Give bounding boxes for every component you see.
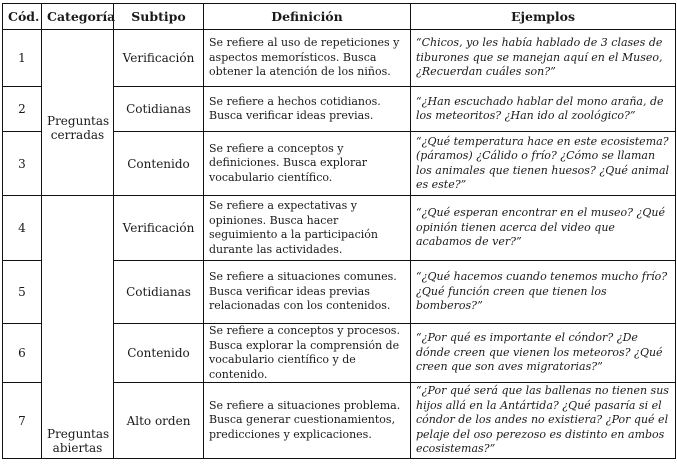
subtipo-cell: Verificación — [114, 30, 204, 87]
header-row — [3, 4, 676, 30]
table-row — [3, 30, 676, 87]
cod-cell: 5 — [3, 261, 42, 324]
definicion-cell: Se refiere al uso de repeticiones y aspectos memorísticos. Busca obtener la atención de los niños. — [204, 30, 411, 87]
cod-cell: 4 — [3, 196, 42, 261]
category-label: Preguntas — [47, 114, 110, 128]
subtipo-cell: Alto orden — [114, 383, 204, 459]
header-categoria: Categoría — [42, 4, 114, 30]
cod-cell: 1 — [3, 30, 42, 87]
definicion-cell: Se refiere a hechos cotidianos. Busca verificar ideas previas. — [204, 87, 411, 132]
cod-cell: 7 — [3, 383, 42, 459]
definicion-cell: Se refiere a conceptos y definiciones. Busca explorar vocabulario científico. — [204, 132, 411, 196]
definicion-cell: Se refiere a situaciones problema. Busca generar cuestionamientos, predicciones y explicaciones. — [204, 383, 411, 459]
header-cod: Cód. — [3, 4, 42, 30]
definicion-cell: Se refiere a expectativas y opiniones. Busca hacer seguimiento a la participación durante las actividades. — [204, 196, 411, 261]
question-types-table — [2, 3, 676, 459]
category-label: abiertas — [52, 441, 103, 455]
ejemplo-cell: “¿Qué hacemos cuando tenemos mucho frío? ¿Qué función creen que tienen los bomberos?” — [411, 261, 676, 324]
cod-cell: 3 — [3, 132, 42, 196]
category-cell-abiertas — [42, 196, 114, 459]
header-definicion: Definición — [204, 4, 411, 30]
cod-cell: 2 — [3, 87, 42, 132]
ejemplo-cell: “¿Por qué es importante el cóndor? ¿De dónde creen que vienen los meteoros? ¿Qué creen que son aves migratorias?” — [411, 324, 676, 383]
definicion-cell: Se refiere a situaciones comunes. Busca verificar ideas previas relacionadas con los contenidos. — [204, 261, 411, 324]
header-ejemplos: Ejemplos — [411, 4, 676, 30]
category-label: cerradas — [50, 128, 105, 142]
subtipo-cell: Contenido — [114, 132, 204, 196]
ejemplo-cell: “¿Qué esperan encontrar en el museo? ¿Qué opinión tienen acerca del video que acabamos de ver?” — [411, 196, 676, 261]
ejemplo-cell: “Chicos, yo les había hablado de 3 clases de tiburones que se manejan aquí en el Museo, ¿Recuerdan cuáles son?” — [411, 30, 676, 87]
cod-cell: 6 — [3, 324, 42, 383]
ejemplo-cell: “¿Han escuchado hablar del mono araña, de los meteoritos? ¿Han ido al zoológico?” — [411, 87, 676, 132]
ejemplo-cell: “¿Qué temperatura hace en este ecosistema? (páramos) ¿Cálido o frío? ¿Cómo se llaman los animales que tienen huesos? ¿Qué animal es este?” — [411, 132, 676, 196]
subtipo-cell: Cotidianas — [114, 261, 204, 324]
subtipo-cell: Contenido — [114, 324, 204, 383]
table-row — [3, 196, 676, 261]
category-cell-cerradas — [42, 30, 114, 196]
subtipo-cell: Verificación — [114, 196, 204, 261]
header-subtipo: Subtipo — [114, 4, 204, 30]
ejemplo-cell: “¿Por qué será que las ballenas no tienen sus hijos allá en la Antártida? ¿Qué pasaría si el cóndor de los andes no existiera? ¿Por qué el pelaje del oso perezoso es distinto en ambos ecosistemas?” — [411, 383, 676, 459]
category-label: Preguntas — [47, 427, 110, 441]
subtipo-cell: Cotidianas — [114, 87, 204, 132]
definicion-cell: Se refiere a conceptos y procesos. Busca explorar la comprensión de vocabulario científico y de contenido. — [204, 324, 411, 383]
